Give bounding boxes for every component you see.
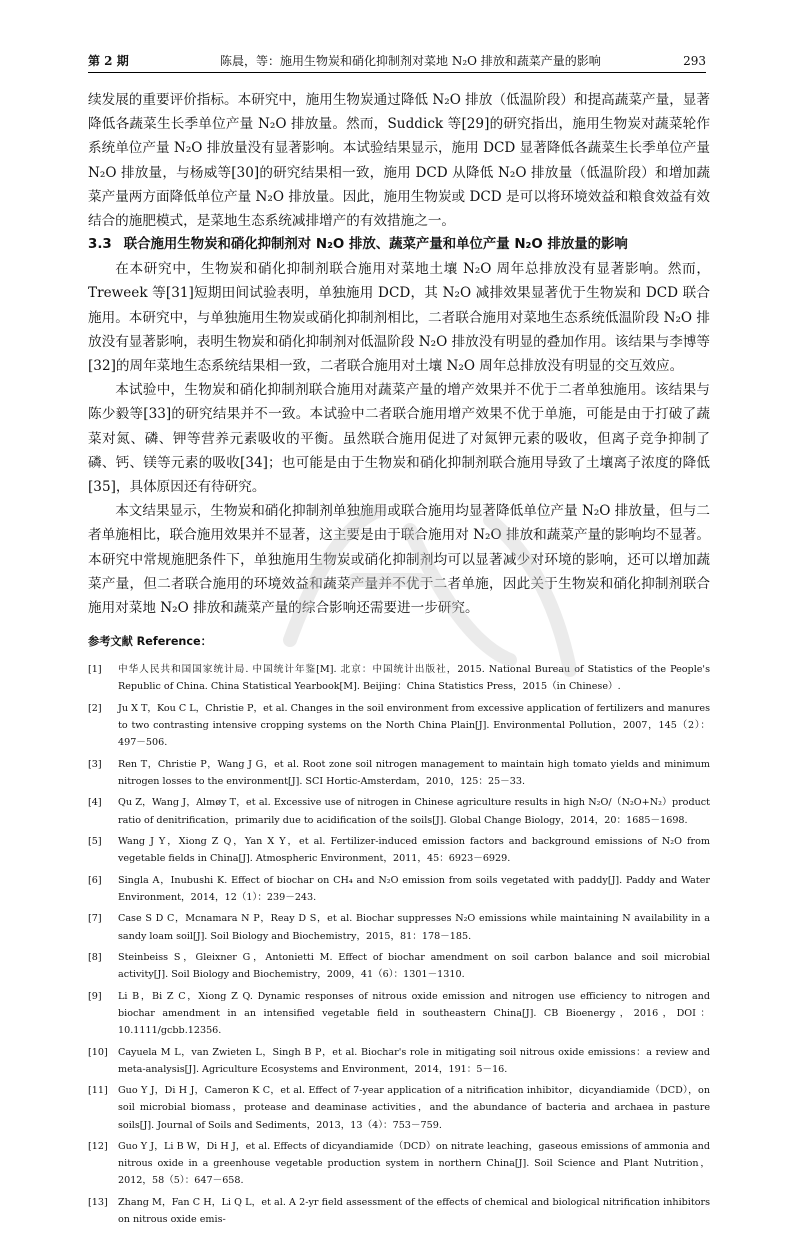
reference-item <box>88 910 710 944</box>
reference-number: [6] <box>88 874 102 886</box>
paragraph: 本文结果显示，生物炭和硝化抑制剂单独施用或联合施用均显著降低单位产量 N₂O 排放量，但与二者单施相比，联合施用效果并不显著，这主要是由于联合施用对 N₂O 排放和蔬菜产量的影响均不显著。本研究中常规施肥条件下，单独施用生物炭或硝化抑制剂均可以显著减少对环境的影响，还可以增加蔬菜产量，但二者联合施用的环境效益和蔬菜产量并不优于二者单施，因此关于生物炭和硝化抑制剂联合施用对菜地 N₂O 排放和蔬菜产量的综合影响还需要进一步研究。 <box>88 503 710 617</box>
reference-item <box>88 1082 710 1133</box>
reference-item <box>88 1194 710 1228</box>
reference-item <box>88 700 710 751</box>
reference-item <box>88 872 710 906</box>
reference-item <box>88 833 710 867</box>
reference-number: [4] <box>88 797 102 809</box>
reference-text: Guo Y J，Li B W，Di H J，et al. Effects of dicyandiamide（DCD）on nitrate leaching，gaseous emissions of ammonia and nitrous oxide in a greenhouse vegetable production system in northern China[J]. Soil Science and Plant Nutrition，2012，58（5）：647－658. <box>118 1141 710 1187</box>
reference-number: [1] <box>88 664 102 676</box>
reference-list <box>88 661 710 1228</box>
reference-item <box>88 1044 710 1078</box>
reference-number: [9] <box>88 990 102 1002</box>
reference-text: Case S D C，Mcnamara N P，Reay D S，et al. Biochar suppresses N₂O emissions while maintaining N availability in a sandy loam soil[J]. Soil Biology and Biochemistry，2015，81：178－185. <box>118 913 710 942</box>
reference-item <box>88 949 710 983</box>
section-number: 3.3 <box>88 237 112 253</box>
reference-number: [5] <box>88 836 102 848</box>
reference-number: [11] <box>88 1085 108 1097</box>
reference-text: Singla A，Inubushi K. Effect of biochar on CH₄ and N₂O emission from soils vegetated with paddy[J]. Paddy and Water Environment，2014，12（1）：239－243. <box>118 874 710 903</box>
reference-text: Steinbeiss S，Gleixner G，Antonietti M. Effect of biochar amendment on soil carbon balance and soil microbial activity[J]. Soil Biology and Biochemistry，2009，41（6）：1301－1310. <box>118 952 710 981</box>
reference-text: Cayuela M L，van Zwieten L，Singh B P，et al. Biochar's role in mitigating soil nitrous oxide emissions：a review and meta-analysis[J]. Agriculture Ecosystems and Environment，2014，191：5－16. <box>118 1046 710 1075</box>
reference-number: [2] <box>88 702 102 714</box>
reference-text: Ju X T，Kou C L，Christie P，et al. Changes in the soil environment from excessive application of fertilizers and manures to two contrasting intensive cropping systems on the North China Plain[J]. Environmental Pollution，2007，145（2）：497－506. <box>118 702 710 749</box>
reference-item <box>88 988 710 1039</box>
reference-text: Guo Y J，Di H J，Cameron K C，et al. Effect of 7-year application of a nitrification inhibitor，dicyandiamide（DCD），on soil microbial biomass，protease and deaminase activities，and the abundance of bacteria and archaea in pasture soils[J]. Journal of Soils and Sediments，2013，13（4）：753－759. <box>118 1085 710 1131</box>
reference-number: [12] <box>88 1141 108 1153</box>
paragraph: 本试验中，生物炭和硝化抑制剂联合施用对蔬菜产量的增产效果并不优于二者单独施用。该结果与陈少毅等[33]的研究结果并不一致。本试验中二者联合施用增产效果不优于单施，可能是由于打破了蔬菜对氮、磷、钾等营养元素吸收的平衡。虽然联合施用促进了对氮钾元素的吸收，但离子竞争抑制了磷、钙、镁等元素的吸收[34]；也可能是由于生物炭和硝化抑制剂联合施用导致了土壤离子浓度的降低[35]，具体原因还有待研究。 <box>88 382 710 496</box>
references-heading: 参考文献 Reference： <box>88 635 212 649</box>
running-title: 陈晨，等：施用生物炭和硝化抑制剂对菜地 N₂O 排放和蔬菜产量的影响 <box>220 54 601 68</box>
section-title: 联合施用生物炭和硝化抑制剂对 N₂O 排放、蔬菜产量和单位产量 N₂O 排放量的影响 <box>123 237 628 253</box>
reference-item <box>88 661 710 695</box>
running-header <box>88 52 706 73</box>
reference-text: Li B，Bi Z C，Xiong Z Q. Dynamic responses of nitrous oxide emission and nitrogen use efficiency to nitrogen and biochar amendment in an intensified vegetable field in southeastern China[J]. CB Bioenergy，2016，DOI：10.1111/gcbb.12356. <box>118 990 710 1037</box>
paragraph-continued: 续发展的重要评价指标。本研究中，施用生物炭通过降低 N₂O 排放（低温阶段）和提高蔬菜产量，显著降低各蔬菜生长季单位产量 N₂O 排放量。然而，Suddick 等[29]的研究指出，施用生物炭对蔬菜轮作系统单位产量 N₂O 排放量没有显著影响。本试验结果显示，施用 DCD 显著降低各蔬菜生长季单位产量 N₂O 排放量，与杨威等[30]的研究结果相一致，施用 DCD 从降低 N₂O 排放量（低温阶段）和增加蔬菜产量两方面降低单位产量 N₂O 排放量。因此，施用生物炭或 DCD 是可以将环境效益和粮食效益有效结合的施肥模式，是菜地生态系统减排增产的有效措施之一。 <box>88 92 710 230</box>
reference-number: [13] <box>88 1196 108 1208</box>
issue-label: 第 2 期 <box>88 54 129 68</box>
reference-text: Qu Z，Wang J，Almøy T，et al. Excessive use of nitrogen in Chinese agriculture results in high N₂O/（N₂O+N₂）product ratio of denitrification，primarily due to acidification of the soils[J]. Global Change Biology，2014，20：1685－1698. <box>118 797 710 826</box>
reference-text: Zhang M，Fan C H，Li Q L，et al. A 2-yr field assessment of the effects of chemical and biological nitrification inhibitors on nitrous oxide emis- <box>118 1196 710 1225</box>
reference-text: Ren T，Christie P，Wang J G，et al. Root zone soil nitrogen management to maintain high tomato yields and minimum nitrogen losses to the environment[J]. SCI Hortic-Amsterdam，2010，125：25－33. <box>118 758 710 787</box>
reference-text: 中华人民共和国国家统计局. 中国统计年鉴[M]. 北京：中国统计出版社，2015. National Bureau of Statistics of the People's Republic of China. China Statistical Yearbook[M]. Beijing：China Statistics Press，2015（in Chinese）. <box>118 664 710 693</box>
reference-number: [8] <box>88 952 102 964</box>
reference-item <box>88 1138 710 1189</box>
reference-number: [10] <box>88 1046 108 1058</box>
reference-item <box>88 756 710 790</box>
reference-number: [7] <box>88 913 102 925</box>
reference-item <box>88 794 710 828</box>
reference-text: Wang J Y，Xiong Z Q，Yan X Y，et al. Fertilizer-induced emission factors and background emissions of N₂O from vegetable fields in China[J]. Atmospheric Environment，2011，45：6923－6929. <box>118 836 710 865</box>
paragraph: 在本研究中，生物炭和硝化抑制剂联合施用对菜地土壤 N₂O 周年总排放没有显著影响。然而，Treweek 等[31]短期田间试验表明，单独施用 DCD，其 N₂O 减排效果显著优于生物炭和 DCD 联合施用。本研究中，与单独施用生物炭或硝化抑制剂相比，二者联合施用对菜地生态系统低温阶段 N₂O 排放没有显著影响，表明生物炭和硝化抑制剂对低温阶段 N₂O 排放没有明显的叠加作用。该结果与李博等[32]的周年菜地生态系统结果相一致，二者联合施用对土壤 N₂O 周年总排放没有明显的交互效应。 <box>88 261 710 375</box>
reference-number: [3] <box>88 758 102 770</box>
article-body <box>88 88 710 1233</box>
section-heading <box>88 233 710 257</box>
page-number: 293 <box>683 54 706 68</box>
